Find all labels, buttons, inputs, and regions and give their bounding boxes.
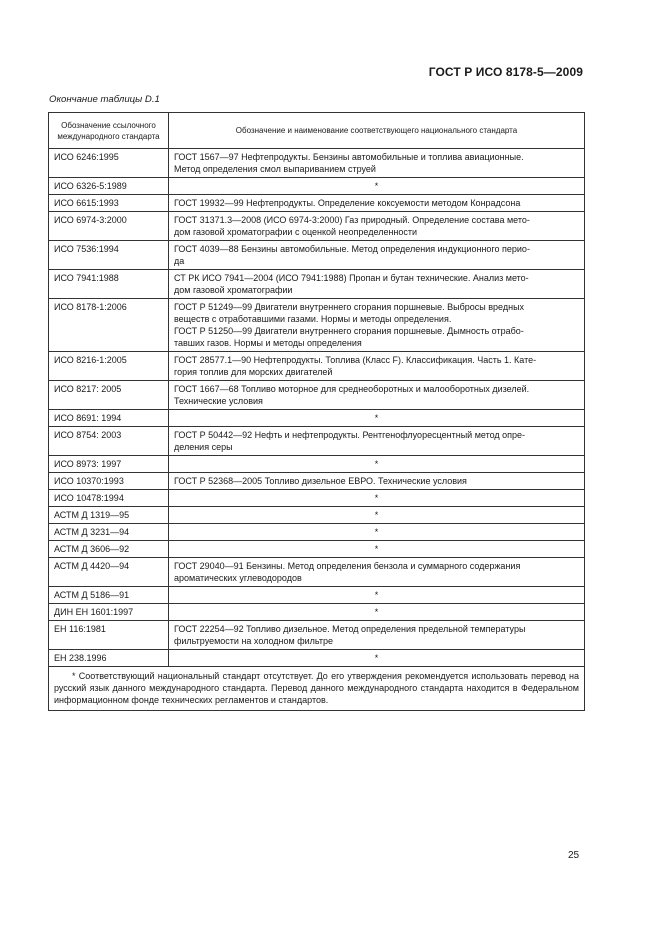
national-standard-cell xyxy=(169,587,585,604)
international-standard-cell: ЕН 238.1996 xyxy=(49,650,169,667)
international-standard-cell: ИСО 8754: 2003 xyxy=(49,427,169,456)
national-standard-line: * xyxy=(374,493,379,503)
footnote xyxy=(49,667,585,711)
table-row xyxy=(49,241,585,270)
national-standard-cell xyxy=(169,650,585,667)
national-standard-line: дом газовой хроматографии с оценкой неопределенности xyxy=(174,227,418,237)
international-standard-cell: ЕН 116:1981 xyxy=(49,621,169,650)
national-standard-line: * xyxy=(374,590,379,600)
national-standard-cell xyxy=(169,149,585,178)
national-standard-cell xyxy=(169,410,585,427)
footnote-text: * Соответствующий национальный стандарт отсутствует. До его утверждения рекомендуется использовать перевод на русский язык данного международного стандарта. Перевод данного международного стандарта находится в Федеральном информационном фонде технических регламентов и стандартов. xyxy=(54,671,579,705)
table-row xyxy=(49,456,585,473)
national-standard-line: Метод определения смол выпариванием струей xyxy=(174,164,376,174)
col-header-national: Обозначение и наименование соответствующего национального стандарта xyxy=(169,113,585,149)
table-row xyxy=(49,558,585,587)
table-row xyxy=(49,507,585,524)
table-row xyxy=(49,490,585,507)
international-standard-cell: АСТМ Д 5186—91 xyxy=(49,587,169,604)
national-standard-cell xyxy=(169,621,585,650)
national-standard-cell xyxy=(169,195,585,212)
national-standard-line: * xyxy=(374,653,379,663)
table-row xyxy=(49,410,585,427)
national-standard-line: ГОСТ 31371.3—2008 (ИСО 6974-3:2000) Газ природный. Определение состава мето- xyxy=(174,215,530,225)
col-header-international xyxy=(49,113,169,149)
national-standard-cell xyxy=(169,541,585,558)
national-standard-line: ГОСТ 1667—68 Топливо моторное для среднеоборотных и малооборотных дизелей. xyxy=(174,384,530,394)
national-standard-line: ароматических углеводородов xyxy=(174,573,302,583)
national-standard-line: тавших газов. Нормы и методы определения xyxy=(174,338,362,348)
table-row xyxy=(49,195,585,212)
document-code: ГОСТ Р ИСО 8178-5—2009 xyxy=(428,65,583,79)
international-standard-cell: ИСО 7941:1988 xyxy=(49,270,169,299)
col-header-international-line: Обозначение ссылочного xyxy=(61,120,156,130)
national-standard-line: ГОСТ Р 52368—2005 Топливо дизельное ЕВРО. Технические условия xyxy=(174,476,467,486)
national-standard-line: ГОСТ 19932—99 Нефтепродукты. Определение коксуемости методом Конрадсона xyxy=(174,198,521,208)
national-standard-line: ГОСТ 29040—91 Бензины. Метод определения бензола и суммарного содержания xyxy=(174,561,521,571)
international-standard-cell: ИСО 10478:1994 xyxy=(49,490,169,507)
international-standard-cell: ДИН ЕН 1601:1997 xyxy=(49,604,169,621)
international-standard-cell: ИСО 7536:1994 xyxy=(49,241,169,270)
international-standard-cell: ИСО 10370:1993 xyxy=(49,473,169,490)
table-row xyxy=(49,381,585,410)
table-row xyxy=(49,541,585,558)
table-row xyxy=(49,352,585,381)
national-standard-line: * xyxy=(374,413,379,423)
international-standard-cell: ИСО 8178-1:2006 xyxy=(49,299,169,352)
national-standard-cell xyxy=(169,490,585,507)
national-standard-cell xyxy=(169,178,585,195)
national-standard-line: * xyxy=(374,181,379,191)
national-standard-cell xyxy=(169,604,585,621)
national-standard-line: * xyxy=(374,544,379,554)
national-standard-line: * xyxy=(374,607,379,617)
national-standard-cell xyxy=(169,241,585,270)
international-standard-cell: ИСО 8216-1:2005 xyxy=(49,352,169,381)
national-standard-line: СТ РК ИСО 7941—2004 (ИСО 7941:1988) Пропан и бутан технические. Анализ мето- xyxy=(174,273,529,283)
international-standard-cell: АСТМ Д 3231—94 xyxy=(49,524,169,541)
international-standard-cell: ИСО 8217: 2005 xyxy=(49,381,169,410)
page-number: 25 xyxy=(568,850,580,861)
international-standard-cell: АСТМ Д 1319—95 xyxy=(49,507,169,524)
national-standard-line: фильтруемости на холодном фильтре xyxy=(174,636,334,646)
national-standard-line: * xyxy=(374,459,379,469)
national-standard-cell xyxy=(169,427,585,456)
national-standard-line: да xyxy=(174,256,185,266)
national-standard-cell xyxy=(169,473,585,490)
table-row xyxy=(49,587,585,604)
table-row xyxy=(49,604,585,621)
national-standard-line: * xyxy=(374,527,379,537)
footnote-row xyxy=(49,667,585,711)
international-standard-cell: АСТМ Д 3606—92 xyxy=(49,541,169,558)
national-standard-line: гория топлив для морских двигателей xyxy=(174,367,333,377)
national-standard-line: ГОСТ 1567—97 Нефтепродукты. Бензины автомобильные и топлива авиационные. xyxy=(174,152,524,162)
national-standard-cell xyxy=(169,558,585,587)
table-row xyxy=(49,473,585,490)
table-row xyxy=(49,212,585,241)
table-row xyxy=(49,427,585,456)
national-standard-line: веществ с отработавшими газами. Нормы и методы определения. xyxy=(174,314,452,324)
table-caption: Окончание таблицы D.1 xyxy=(49,94,160,105)
national-standard-line: ГОСТ 22254—92 Топливо дизельное. Метод определения предельной температуры xyxy=(174,624,526,634)
national-standard-cell xyxy=(169,352,585,381)
col-header-international-line: международного стандарта xyxy=(57,131,160,141)
national-standard-line: ГОСТ Р 50442—92 Нефть и нефтепродукты. Рентгенофлуоресцентный метод опре- xyxy=(174,430,526,440)
international-standard-cell: ИСО 6974-3:2000 xyxy=(49,212,169,241)
table-row xyxy=(49,270,585,299)
international-standard-cell: ИСО 8691: 1994 xyxy=(49,410,169,427)
national-standard-cell xyxy=(169,456,585,473)
table-row xyxy=(49,524,585,541)
national-standard-cell xyxy=(169,524,585,541)
national-standard-line: ГОСТ Р 51249—99 Двигатели внутреннего сгорания поршневые. Выбросы вредных xyxy=(174,302,525,312)
international-standard-cell: ИСО 6326-5:1989 xyxy=(49,178,169,195)
international-standard-cell: АСТМ Д 4420—94 xyxy=(49,558,169,587)
reference-standards-table xyxy=(48,112,585,711)
table-row xyxy=(49,650,585,667)
table-row xyxy=(49,178,585,195)
national-standard-cell xyxy=(169,270,585,299)
table-header-row xyxy=(49,113,585,149)
national-standard-line: дом газовой хроматографии xyxy=(174,285,293,295)
national-standard-line: деления серы xyxy=(174,442,233,452)
national-standard-line: * xyxy=(374,510,379,520)
table-row xyxy=(49,149,585,178)
national-standard-line: ГОСТ 28577.1—90 Нефтепродукты. Топлива (Класс F). Классификация. Часть 1. Кате- xyxy=(174,355,537,365)
international-standard-cell: ИСО 8973: 1997 xyxy=(49,456,169,473)
national-standard-line: Технические условия xyxy=(174,396,263,406)
national-standard-cell xyxy=(169,381,585,410)
national-standard-line: ГОСТ 4039—88 Бензины автомобильные. Метод определения индукционного перио- xyxy=(174,244,530,254)
national-standard-cell xyxy=(169,507,585,524)
national-standard-line: ГОСТ Р 51250—99 Двигатели внутреннего сгорания поршневые. Дымность отрабо- xyxy=(174,326,524,336)
table-row xyxy=(49,621,585,650)
international-standard-cell: ИСО 6246:1995 xyxy=(49,149,169,178)
table-row xyxy=(49,299,585,352)
national-standard-cell xyxy=(169,299,585,352)
national-standard-cell xyxy=(169,212,585,241)
international-standard-cell: ИСО 6615:1993 xyxy=(49,195,169,212)
table-body xyxy=(49,149,585,667)
